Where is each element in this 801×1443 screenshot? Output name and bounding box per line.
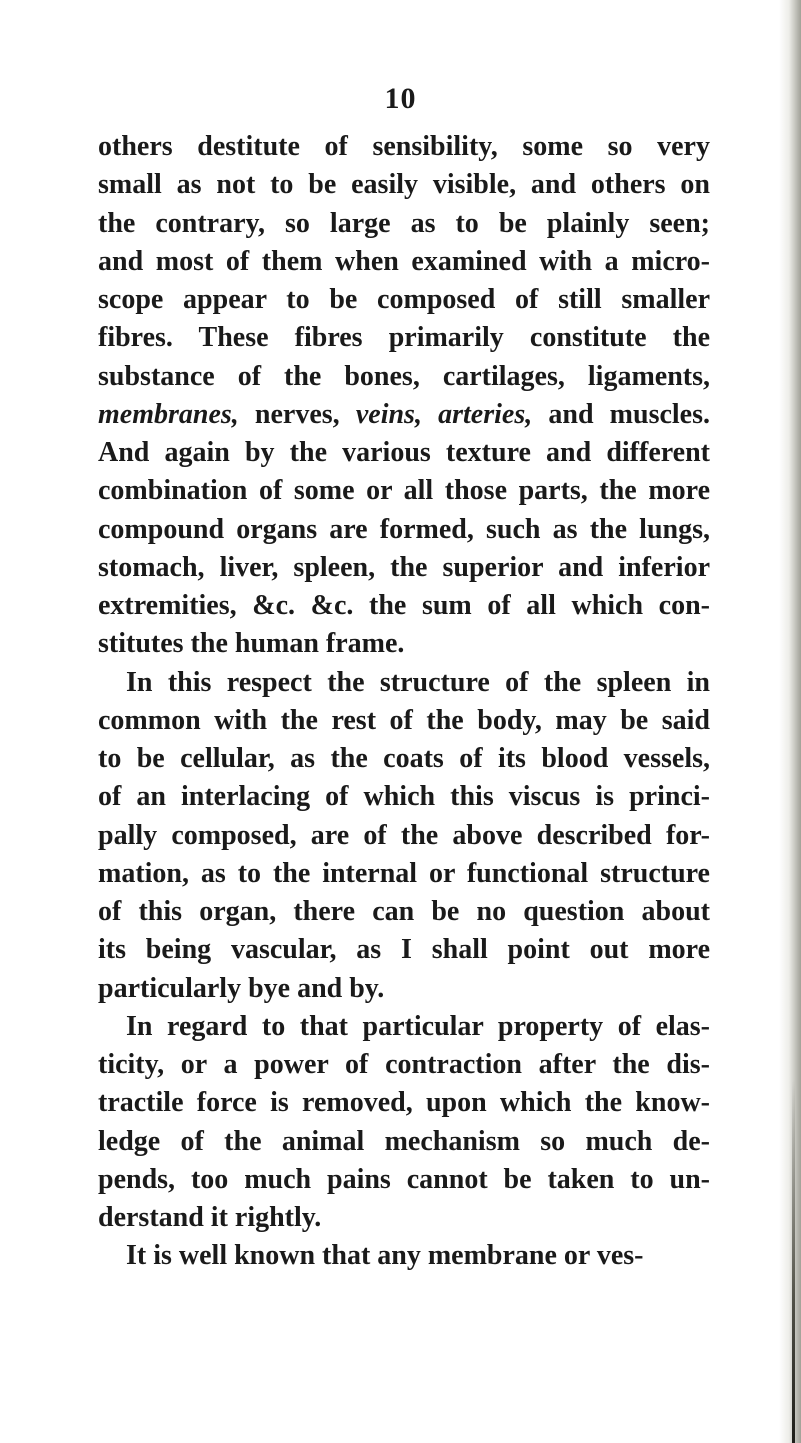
text-line: combination of some or all those parts, the more <box>98 475 710 507</box>
text-line: And again by the various texture and different <box>98 437 710 468</box>
text-line: small as not to be easily visible, and others on <box>98 169 710 201</box>
text-line: stitutes the human frame. <box>98 628 405 660</box>
text-line: stomach, liver, spleen, the superior and inferior <box>98 551 710 583</box>
text-line: mation, as to the internal or functional structure <box>98 857 710 889</box>
text-line: common with the rest of the body, may be said <box>98 704 710 736</box>
text-line: fibres. These fibres primarily constitute the <box>98 322 710 354</box>
text-line: pends, too much pains cannot be taken to un- <box>98 1163 710 1195</box>
text-segment <box>422 399 438 430</box>
text-line: and most of them when examined with a micro- <box>98 245 710 277</box>
text-segment: nerves, <box>238 398 356 430</box>
text-line: It is well known that any membrane or ves- <box>126 1240 644 1272</box>
text-line: others destitute of sensibility, some so very <box>98 131 710 162</box>
text-line: In regard to that particular property of elas- <box>126 1010 710 1042</box>
italic-term: membranes, <box>98 398 239 430</box>
text-line: tractile force is removed, upon which the know- <box>98 1087 710 1119</box>
italic-term: veins, <box>355 398 422 430</box>
page-number: 10 <box>384 82 417 115</box>
italic-term: arteries, <box>438 398 533 430</box>
text-line: particularly bye and by. <box>98 972 385 1004</box>
text-line: derstand it rightly. <box>98 1202 322 1233</box>
text-line: ticity, or a power of contraction after the dis- <box>98 1049 710 1080</box>
text-segment: and muscles. <box>532 398 710 430</box>
text-line: substance of the bones, cartilages, ligaments, <box>98 360 710 392</box>
text-line: pally composed, are of the above described for- <box>98 819 710 851</box>
page-edge-shadow <box>779 0 801 1443</box>
text-line: of an interlacing of which this viscus is princi- <box>98 781 710 813</box>
text-line: scope appear to be composed of still smaller <box>98 284 710 315</box>
text-line: to be cellular, as the coats of its blood vessels, <box>98 743 710 774</box>
text-line: compound organs are formed, such as the lungs, <box>98 513 710 545</box>
text-line: extremities, &c. &c. the sum of all which con- <box>98 590 710 621</box>
text-line-mixed <box>98 396 710 434</box>
text-line: its being vascular, as I shall point out more <box>98 934 710 966</box>
text-line: the contrary, so large as to be plainly seen; <box>98 207 710 239</box>
body-text <box>98 128 710 1276</box>
binding-edge-line <box>792 1080 795 1443</box>
text-line: of this organ, there can be no question about <box>98 896 710 927</box>
text-line: ledge of the animal mechanism so much de- <box>98 1125 710 1157</box>
text-line: In this respect the structure of the spleen in <box>126 666 710 698</box>
